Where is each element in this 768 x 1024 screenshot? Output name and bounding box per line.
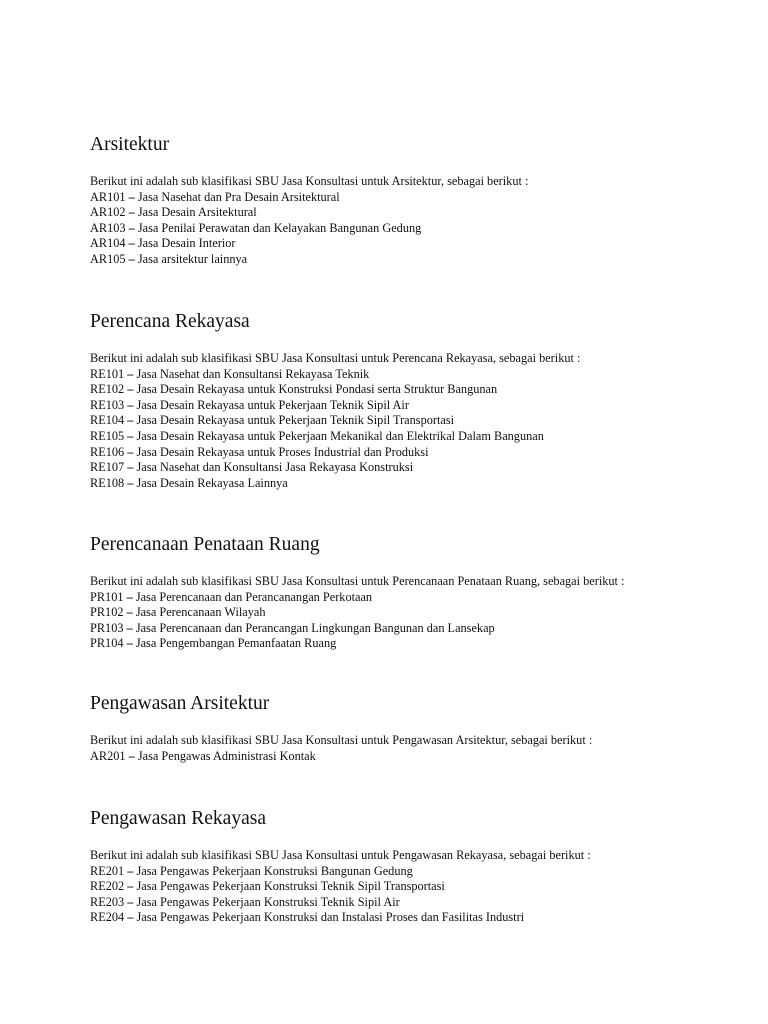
section-heading: Arsitektur bbox=[90, 134, 170, 155]
item-separator: – bbox=[128, 748, 135, 763]
section-heading: Perencanaan Penataan Ruang bbox=[90, 534, 320, 555]
item-separator: – bbox=[126, 636, 133, 651]
list-item bbox=[90, 864, 750, 880]
item-code: AR104 bbox=[90, 236, 126, 251]
item-code: RE103 bbox=[90, 397, 125, 412]
item-separator: – bbox=[127, 460, 134, 475]
item-separator: – bbox=[128, 205, 135, 220]
item-separator: – bbox=[127, 428, 134, 443]
list-item bbox=[90, 636, 750, 652]
item-code: RE203 bbox=[90, 894, 125, 909]
item-separator: – bbox=[128, 189, 135, 204]
section-intro: Berikut ini adalah sub klasifikasi SBU Jasa Konsultasi untuk Pengawasan Rekayasa, sebagai berikut : bbox=[90, 848, 591, 862]
item-code: RE101 bbox=[90, 366, 125, 381]
classification-list bbox=[90, 749, 750, 765]
item-text: Jasa Desain Rekayasa untuk Pekerjaan Teknik Sipil Air bbox=[136, 397, 409, 412]
section-intro: Berikut ini adalah sub klasifikasi SBU Jasa Konsultasi untuk Perencanaan Penataan Ruang, sebagai berikut : bbox=[90, 574, 625, 588]
list-item bbox=[90, 445, 750, 461]
list-item bbox=[90, 429, 750, 445]
list-item bbox=[90, 879, 750, 895]
section-heading: Pengawasan Arsitektur bbox=[90, 693, 270, 714]
list-item bbox=[90, 910, 750, 926]
item-code: AR103 bbox=[90, 220, 126, 235]
list-item bbox=[90, 590, 750, 606]
item-code: RE204 bbox=[90, 910, 125, 925]
item-code: RE102 bbox=[90, 382, 125, 397]
item-text: Jasa Desain Rekayasa Lainnya bbox=[136, 475, 288, 490]
list-item bbox=[90, 367, 750, 383]
list-item bbox=[90, 460, 750, 476]
section-heading: Perencana Rekayasa bbox=[90, 311, 250, 332]
section-intro: Berikut ini adalah sub klasifikasi SBU Jasa Konsultasi untuk Arsitektur, sebagai berikut : bbox=[90, 174, 529, 188]
item-text: Jasa Penilai Perawatan dan Kelayakan Bangunan Gedung bbox=[137, 220, 422, 235]
item-separator: – bbox=[127, 382, 134, 397]
section-pengawasan-rekayasa bbox=[90, 807, 750, 926]
item-code: RE107 bbox=[90, 460, 125, 475]
item-code: RE201 bbox=[90, 863, 125, 878]
item-text: Jasa Perencanaan dan Perancangan Lingkungan Bangunan dan Lansekap bbox=[135, 620, 495, 635]
section-perencanaan-penataan-ruang bbox=[90, 533, 750, 652]
item-separator: – bbox=[126, 620, 133, 635]
list-item bbox=[90, 749, 750, 765]
item-separator: – bbox=[126, 605, 133, 620]
list-item bbox=[90, 205, 750, 221]
item-text: Jasa Nasehat dan Konsultansi Jasa Rekayasa Konstruksi bbox=[136, 460, 414, 475]
item-separator: – bbox=[127, 894, 134, 909]
item-text: Jasa Perencanaan Wilayah bbox=[135, 605, 266, 620]
list-item bbox=[90, 605, 750, 621]
item-text: Jasa Pengawas Pekerjaan Konstruksi Teknik Sipil Air bbox=[136, 894, 400, 909]
item-code: PR104 bbox=[90, 636, 124, 651]
item-separator: – bbox=[127, 475, 134, 490]
item-text: Jasa Nasehat dan Konsultansi Rekayasa Teknik bbox=[136, 366, 370, 381]
classification-list bbox=[90, 367, 750, 492]
list-item bbox=[90, 621, 750, 637]
section-intro: Berikut ini adalah sub klasifikasi SBU Jasa Konsultasi untuk Perencana Rekayasa, sebagai berikut : bbox=[90, 351, 581, 365]
item-text: Jasa Desain Interior bbox=[137, 236, 236, 251]
item-text: Jasa Pengawas Pekerjaan Konstruksi Teknik Sipil Transportasi bbox=[136, 879, 445, 894]
item-separator: – bbox=[127, 863, 134, 878]
list-item bbox=[90, 236, 750, 252]
item-text: Jasa Pengembangan Pemanfaatan Ruang bbox=[135, 636, 337, 651]
list-item bbox=[90, 190, 750, 206]
item-code: RE108 bbox=[90, 475, 125, 490]
item-text: Jasa Desain Rekayasa untuk Proses Industrial dan Produksi bbox=[136, 444, 429, 459]
item-text: Jasa Desain Arsitektural bbox=[137, 205, 257, 220]
item-text: Jasa Desain Rekayasa untuk Konstruksi Pondasi serta Struktur Bangunan bbox=[136, 382, 498, 397]
item-code: RE202 bbox=[90, 879, 125, 894]
list-item bbox=[90, 413, 750, 429]
list-item bbox=[90, 221, 750, 237]
item-text: Jasa Nasehat dan Pra Desain Arsitektural bbox=[137, 189, 340, 204]
classification-list bbox=[90, 190, 750, 268]
section-intro: Berikut ini adalah sub klasifikasi SBU Jasa Konsultasi untuk Pengawasan Arsitektur, sebagai berikut : bbox=[90, 733, 593, 747]
item-separator: – bbox=[127, 879, 134, 894]
section-heading: Pengawasan Rekayasa bbox=[90, 808, 266, 829]
section-arsitektur bbox=[90, 133, 750, 268]
item-separator: – bbox=[128, 220, 135, 235]
item-text: Jasa Perencanaan dan Perancanangan Perkotaan bbox=[135, 589, 373, 604]
item-separator: – bbox=[128, 251, 135, 266]
item-text: Jasa Pengawas Pekerjaan Konstruksi dan Instalasi Proses dan Fasilitas Industri bbox=[136, 910, 525, 925]
item-code: PR102 bbox=[90, 605, 124, 620]
item-separator: – bbox=[127, 444, 134, 459]
list-item bbox=[90, 476, 750, 492]
item-code: AR101 bbox=[90, 189, 126, 204]
item-text: Jasa arsitektur lainnya bbox=[137, 251, 248, 266]
list-item bbox=[90, 398, 750, 414]
item-code: AR105 bbox=[90, 251, 126, 266]
item-code: PR101 bbox=[90, 589, 124, 604]
item-code: RE105 bbox=[90, 428, 125, 443]
classification-list bbox=[90, 590, 750, 652]
item-separator: – bbox=[128, 236, 135, 251]
item-separator: – bbox=[127, 910, 134, 925]
item-text: Jasa Pengawas Administrasi Kontak bbox=[137, 748, 316, 763]
classification-list bbox=[90, 864, 750, 926]
list-item bbox=[90, 252, 750, 268]
item-text: Jasa Pengawas Pekerjaan Konstruksi Bangunan Gedung bbox=[136, 863, 413, 878]
section-perencana-rekayasa bbox=[90, 310, 750, 491]
item-separator: – bbox=[127, 397, 134, 412]
item-separator: – bbox=[127, 413, 134, 428]
item-code: AR102 bbox=[90, 205, 126, 220]
item-code: AR201 bbox=[90, 748, 126, 763]
item-text: Jasa Desain Rekayasa untuk Pekerjaan Teknik Sipil Transportasi bbox=[136, 413, 455, 428]
item-text: Jasa Desain Rekayasa untuk Pekerjaan Mekanikal dan Elektrikal Dalam Bangunan bbox=[136, 428, 544, 443]
item-code: RE106 bbox=[90, 444, 125, 459]
item-code: PR103 bbox=[90, 620, 124, 635]
item-separator: – bbox=[126, 589, 133, 604]
list-item bbox=[90, 382, 750, 398]
section-pengawasan-arsitektur bbox=[90, 692, 750, 764]
list-item bbox=[90, 895, 750, 911]
item-separator: – bbox=[127, 366, 134, 381]
item-code: RE104 bbox=[90, 413, 125, 428]
